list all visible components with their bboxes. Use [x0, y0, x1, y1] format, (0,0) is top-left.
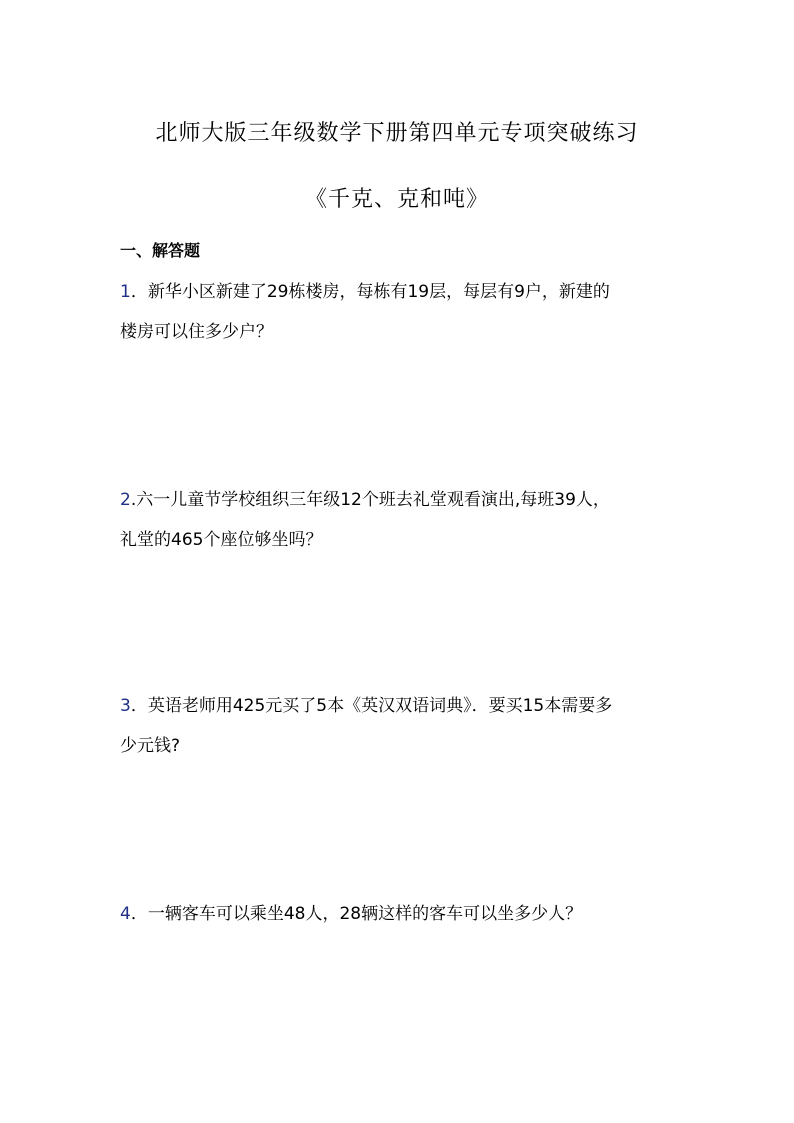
section-heading: 一、解答题	[120, 241, 201, 260]
question-4-text: ．一辆客车可以乘坐48人，28辆这样的客车可以坐多少人？	[130, 904, 583, 924]
question-2-text: .六一儿童节学校组织三年级12个班去礼堂观看演出,每班39人，	[130, 490, 610, 510]
question-4-line-1	[120, 894, 690, 934]
question-2-line-2: 礼堂的465个座位够坐吗？	[120, 530, 323, 550]
question-2	[120, 480, 690, 560]
question-4	[120, 894, 690, 934]
question-1-line-2: 楼房可以住多少户？	[120, 322, 273, 342]
question-3-number: 3	[120, 696, 131, 716]
question-4-number: 4	[120, 904, 131, 924]
question-3	[120, 686, 690, 766]
question-3-line-1	[120, 686, 690, 726]
question-2-line-1	[120, 480, 690, 520]
question-3-text: ．英语老师用425元买了5本《英汉双语词典》．要买15本需要多	[130, 696, 613, 716]
question-1-number: 1	[120, 282, 131, 302]
question-2-number: 2	[120, 490, 131, 510]
question-1	[120, 272, 690, 352]
question-3-line-2: 少元钱?	[120, 736, 181, 756]
document-title: 北师大版三年级数学下册第四单元专项突破练习	[155, 121, 639, 146]
question-1-text: ．新华小区新建了29栋楼房，每栋有19层，每层有9户，新建的	[130, 282, 610, 302]
question-1-line-1	[120, 272, 690, 312]
document-subtitle: 《千克、克和吨》	[304, 187, 489, 212]
